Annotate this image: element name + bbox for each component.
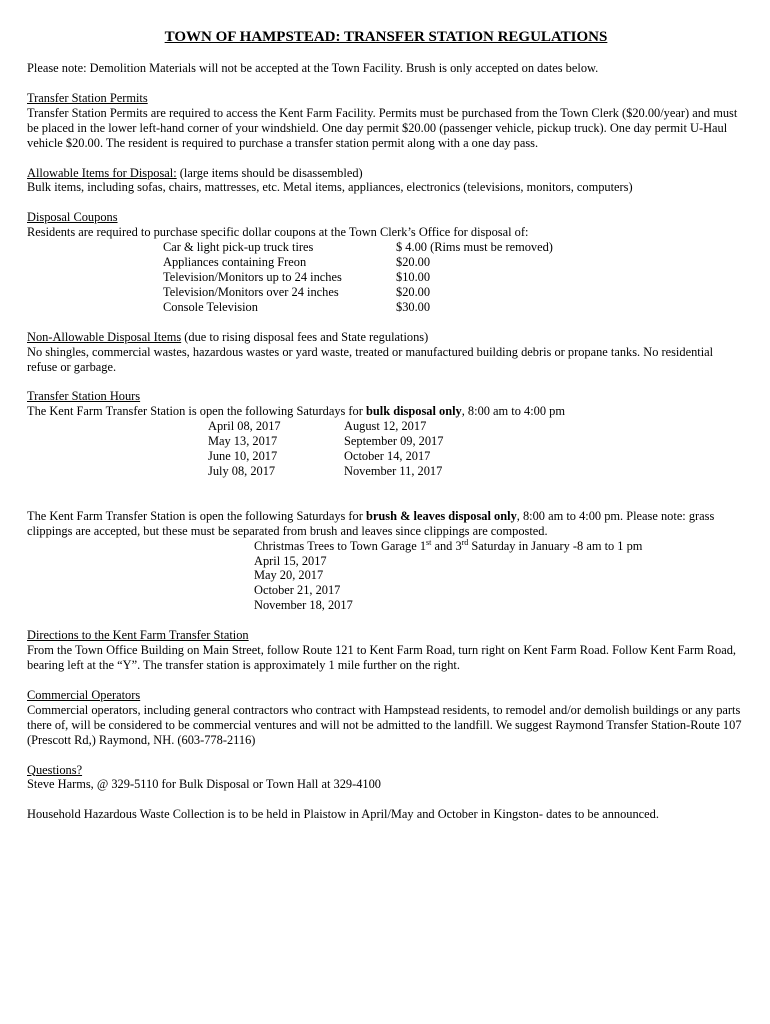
bulk-hours-pre: The Kent Farm Transfer Station is open the following Saturdays for [27, 404, 366, 419]
non-allowable-heading-note: (due to rising disposal fees and State regulations) [181, 329, 429, 344]
bulk-date: August 12, 2017 [344, 419, 427, 434]
commercial-section [27, 688, 745, 748]
coupon-price: $20.00 [396, 284, 431, 299]
directions-body: From the Town Office Building on Main Street, follow Route 121 to Kent Farm Road, turn right on Kent Farm Road. Follow Kent Farm Road, bearing left at the “Y”. The transfer station is approximately 1 mile further on the right. [27, 643, 736, 672]
allowable-section [27, 166, 745, 196]
xmas-text-c: Saturday in January -8 am to 1 pm [468, 538, 643, 553]
coupons-heading: Disposal Coupons [27, 210, 118, 225]
questions-body: Steve Harms, @ 329-5110 for Bulk Disposal or Town Hall at 329-4100 [27, 777, 381, 792]
non-allowable-body: No shingles, commercial wastes, hazardous wastes or yard waste, treated or manufactured building debris or propane tanks. No residential refuse or garbage. [27, 344, 714, 374]
permits-section [27, 91, 745, 151]
coupon-item: Appliances containing Freon [163, 255, 307, 270]
brush-date: April 15, 2017 [254, 553, 327, 568]
coupon-table [163, 240, 745, 315]
hhw-section [27, 807, 745, 822]
bulk-date: June 10, 2017 [208, 449, 278, 464]
bulk-dates-row [208, 449, 745, 464]
brush-hours-pre: The Kent Farm Transfer Station is open the following Saturdays for [27, 508, 366, 523]
coupon-price: $20.00 [396, 255, 431, 270]
hours-heading: Transfer Station Hours [27, 389, 141, 404]
coupon-row [163, 270, 745, 285]
xmas-sup-rd: rd [461, 537, 469, 547]
commercial-heading: Commercial Operators [27, 687, 141, 702]
bulk-dates-table [208, 419, 745, 479]
coupons-section [27, 210, 745, 314]
bulk-date: April 08, 2017 [208, 419, 281, 434]
xmas-sup-st: st [426, 537, 432, 547]
questions-heading: Questions? [27, 762, 83, 777]
coupon-price: $30.00 [396, 299, 431, 314]
coupon-row [163, 255, 745, 270]
xmas-text-b: and 3 [431, 538, 462, 553]
christmas-trees-line [254, 539, 745, 554]
allowable-heading-line [27, 166, 745, 181]
brush-dates-list [254, 539, 745, 614]
non-allowable-section [27, 330, 745, 375]
commercial-body: Commercial operators, including general contractors who contract with Hampstead residents, to remodel and/or demolish buildings or any parts there of, will be considered to be commercial ventures and will not be admitted to the landfill. We suggest Raymond Transfer Station-Route 107 (Prescott Rd,) Raymond, NH. (603-778-2116) [27, 702, 742, 747]
brush-date: May 20, 2017 [254, 568, 324, 583]
coupon-item: Car & light pick-up truck tires [163, 240, 314, 255]
bulk-date: October 14, 2017 [344, 449, 431, 464]
coupons-intro: Residents are required to purchase specific dollar coupons at the Town Clerk’s Office for disposal of: [27, 225, 529, 240]
coupon-price: $ 4.00 (Rims must be removed) [396, 240, 553, 255]
directions-heading: Directions to the Kent Farm Transfer Station [27, 628, 249, 643]
page-title: TOWN OF HAMPSTEAD: TRANSFER STATION REGULATIONS [164, 29, 608, 45]
bulk-dates-row [208, 419, 745, 434]
brush-hours-post: , 8:00 am to 4:00 pm. Please note: grass clippings are accepted, but these must be separated from brush and leaves since clippings are composted. [27, 508, 715, 538]
document-page [27, 28, 745, 822]
brush-date: November 18, 2017 [254, 598, 353, 613]
questions-section [27, 763, 745, 793]
coupon-item: Television/Monitors up to 24 inches [163, 269, 342, 284]
brush-date: October 21, 2017 [254, 583, 341, 598]
bulk-hours-bold: bulk disposal only [365, 404, 462, 419]
bulk-dates-row [208, 464, 745, 479]
bulk-date: July 08, 2017 [208, 463, 276, 478]
coupon-item: Television/Monitors over 24 inches [163, 284, 339, 299]
hours-section [27, 389, 745, 613]
directions-section [27, 628, 745, 673]
coupon-row [163, 300, 745, 315]
coupon-item: Console Television [163, 299, 258, 314]
bulk-date: November 11, 2017 [344, 463, 443, 478]
brush-hours-bold: brush & leaves disposal only [365, 508, 517, 523]
coupon-row [163, 240, 745, 255]
xmas-text-a: Christmas Trees to Town Garage 1 [254, 538, 427, 553]
bulk-hours-post: , 8:00 am to 4:00 pm [461, 404, 565, 419]
allowable-heading-note: (large items should be disassembled) [176, 165, 363, 180]
brush-hours-text [27, 509, 745, 539]
non-allowable-heading-line [27, 330, 745, 345]
allowable-body: Bulk items, including sofas, chairs, mattresses, etc. Metal items, appliances, electronics (televisions, monitors, computers) [27, 180, 633, 195]
non-allowable-heading: Non-Allowable Disposal Items [27, 329, 182, 344]
permits-heading: Transfer Station Permits [27, 90, 148, 105]
bulk-dates-row [208, 434, 745, 449]
demolition-note: Please note: Demolition Materials will not be accepted at the Town Facility. Brush is only accepted on dates below. [27, 61, 599, 75]
bulk-date: September 09, 2017 [344, 434, 444, 449]
permits-body: Transfer Station Permits are required to access the Kent Farm Facility. Permits must be purchased from the Town Clerk ($20.00/year) and must be placed in the lower left-hand corner of your windshield. One day permit $20.00 (passenger vehicle, pickup truck). One day permit U-Haul vehicle $20.00. The resident is required to purchase a transfer station permit along with a one day pass. [27, 105, 738, 150]
hhw-note: Household Hazardous Waste Collection is to be held in Plaistow in April/May and October in Kingston- dates to be announced. [27, 807, 659, 822]
bulk-date: May 13, 2017 [208, 434, 278, 449]
allowable-heading: Allowable Items for Disposal: [27, 165, 177, 180]
bulk-hours-text [27, 404, 745, 419]
coupon-price: $10.00 [396, 269, 431, 284]
coupon-row [163, 285, 745, 300]
